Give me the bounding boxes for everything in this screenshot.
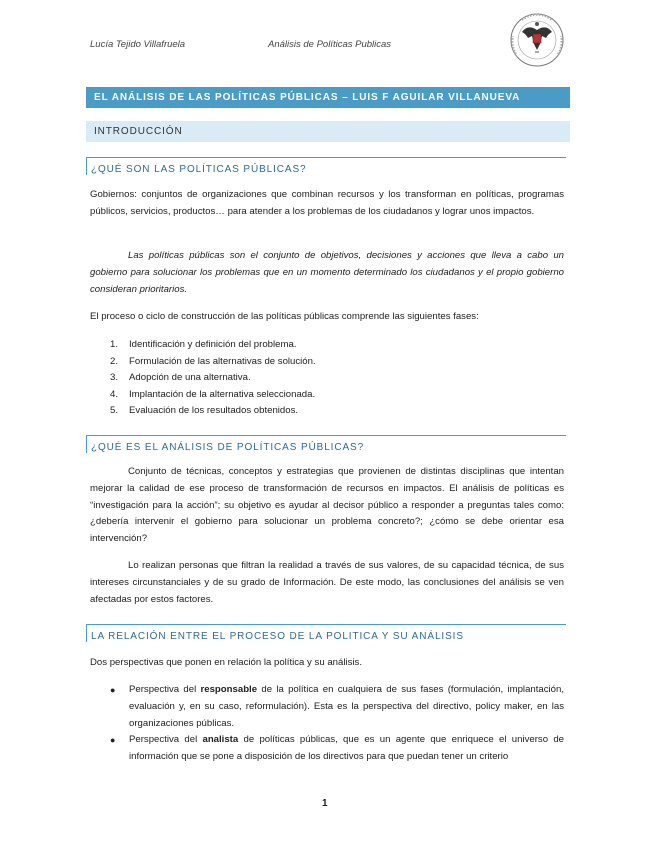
section-heading-relacion: LA RELACIÓN ENTRE EL PROCESO DE LA POLITICA Y SU ANÁLISIS <box>86 624 566 642</box>
bullet-icon: ● <box>110 735 116 746</box>
list-item: 4. Implantación de la alternativa seleccionada. <box>110 388 316 400</box>
section-heading-que-son: ¿QUÉ SON LAS POLÍTICAS PÚBLICAS? <box>86 157 566 175</box>
list-item: 1. Identificación y definición del problema. <box>110 339 297 350</box>
perspectives-list <box>110 682 564 766</box>
paragraph-gobiernos: Gobiernos: conjuntos de organizaciones que combinan recursos y los transforman en políticas, programas públicos, servicios, productos… para atender a los problemas de los ciudadanos y lograr unos impactos. <box>90 189 564 217</box>
paragraph-conjunto-tecnicas: Conjunto de técnicas, conceptos y estrategias que provienen de distintas disciplinas que intentan mejorar la calidad de ese proceso de transformación de recursos en impactos. El análisis de políticas es “investigación para la acción”; su objetivo es ayudar al decisor público a responder a preguntas tales como: ¿debería intervenir el gobierno para solucionar un problema concreto?; ¿cómo se debe orientar esa intervención? <box>90 466 564 545</box>
page-number: 1 <box>322 798 328 809</box>
header-doc-title: Análisis de Políticas Publicas <box>268 39 392 50</box>
paragraph-lo-realizan: Lo realizan personas que filtran la realidad a través de sus valores, de su capacidad técnica, de sus intereses circunstanciales y de su grado de Información. De este modo, las conclusiones del análisis se ven afectadas por estos factores. <box>90 560 564 605</box>
list-item: 5. Evaluación de los resultados obtenidos. <box>110 405 299 417</box>
list-item: ● Perspectiva del responsable de la política en cualquiera de sus fases (formulación, implantación, evaluación y, en su caso, reformulación). Esta es la perspectiva del directivo, policy maker, en las organizaciones públicas. <box>110 682 564 732</box>
university-seal-icon <box>502 10 572 70</box>
list-item: 3. Adopción de una alternativa. <box>110 372 251 384</box>
paragraph-ciclo-intro: El proceso o ciclo de construcción de las políticas públicas comprende las siguientes fases: <box>90 311 479 322</box>
list-item: ● Perspectiva del analista de políticas públicas, que es un agente que enriquece el universo de información que se pone a disposición de los directivos para que puedan tener un criterio <box>110 732 564 766</box>
document-title-band: EL ANÁLISIS DE LAS POLÍTICAS PÚBLICAS – LUIS F AGUILAR VILLANUEVA <box>86 87 570 108</box>
list-item: 2. Formulación de las alternativas de solución. <box>110 355 316 367</box>
paragraph-definition-quote: Las políticas públicas son el conjunto de objetivos, decisiones y acciones que lleva a cabo un gobierno para solucionar los problemas que en un momento determinado los ciudadanos y el propio gobierno consideran prioritarios. <box>90 250 564 295</box>
phases-list <box>110 337 560 420</box>
introduction-band: INTRODUCCIÓN <box>86 121 570 142</box>
section-heading-que-es-analisis: ¿QUÉ ES EL ANÁLISIS DE POLÍTICAS PÚBLICAS? <box>86 435 566 453</box>
header-author: Lucía Tejido Villafruela <box>90 39 186 50</box>
paragraph-dos-perspectivas: Dos perspectivas que ponen en relación la política y su análisis. <box>90 657 362 668</box>
bullet-icon: ● <box>110 685 116 695</box>
